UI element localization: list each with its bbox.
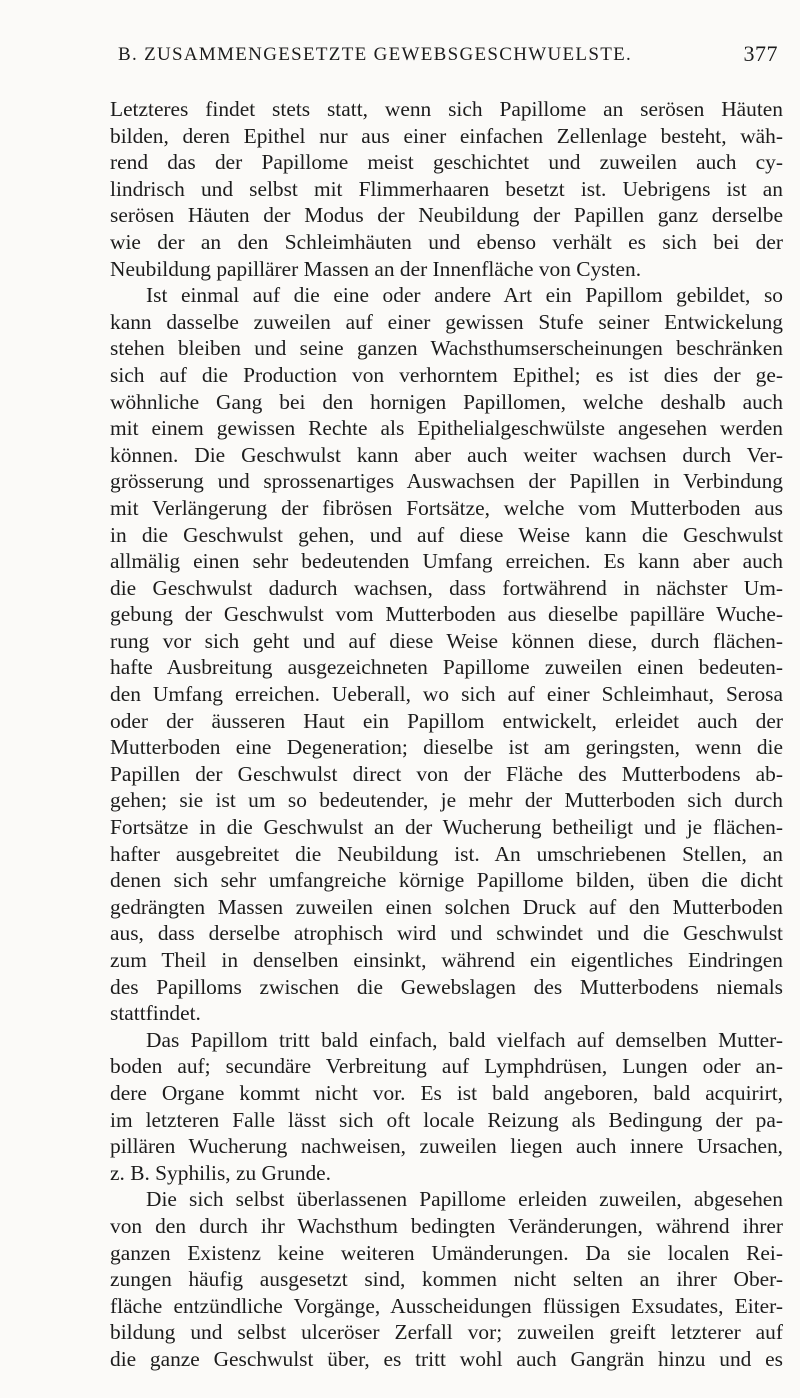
text-line: stattfindet. xyxy=(110,1001,201,1026)
text-line: bilden, deren Epithel nur aus einer einfachen Zellenlage besteht, wäh- xyxy=(110,123,783,148)
text-line: Die sich selbst überlassenen Papillome erleiden zuweilen, abgesehen xyxy=(146,1187,783,1212)
text-line: oder der äusseren Haut ein Papillom entwickelt, erleidet auch der xyxy=(110,708,783,733)
text-line: Neubildung papillärer Massen an der Innenfläche von Cysten. xyxy=(110,256,642,281)
text-line: gebung der Geschwulst vom Mutterboden aus dieselbe papilläre Wuche- xyxy=(110,602,783,627)
paragraph xyxy=(110,96,783,282)
text-line: fläche entzündliche Vorgänge, Ausscheidungen flüssigen Exsudates, Eiter- xyxy=(110,1293,783,1318)
text-line: die Geschwulst dadurch wachsen, dass fortwährend in nächster Um- xyxy=(110,575,783,600)
text-line: mit einem gewissen Rechte als Epithelialgeschwülste angesehen werden xyxy=(110,416,783,441)
text-line: zum Theil in denselben einsinkt, während ein eigentliches Eindringen xyxy=(110,948,783,972)
text-line: Papillen der Geschwulst direct von der Fläche des Mutterbodens ab- xyxy=(110,761,783,786)
text-line: können. Die Geschwulst kann aber auch weiter wachsen durch Ver- xyxy=(110,442,783,467)
paragraph xyxy=(110,282,783,1027)
text-line: dere Organe kommt nicht vor. Es ist bald angeboren, bald acquirirt, xyxy=(110,1080,783,1105)
text-line: boden auf; secundäre Verbreitung auf Lymphdrüsen, Lungen oder an- xyxy=(110,1054,783,1079)
text-line: wöhnliche Gang bei den hornigen Papillomen, welche deshalb auch xyxy=(110,389,783,414)
text-line: rend das der Papillome meist geschichtet und zuweilen auch cy- xyxy=(110,150,783,175)
page-number: 377 xyxy=(743,41,778,66)
text-line: serösen Häuten der Modus der Neubildung der Papillen ganz derselbe xyxy=(110,203,783,228)
text-line: aus, dass derselbe atrophisch wird und schwindet und die Geschwulst xyxy=(110,921,783,946)
text-line: sich auf die Production von verhorntem Epithel; es ist dies der ge- xyxy=(110,362,783,387)
running-head xyxy=(92,41,778,80)
text-line: ganzen Existenz keine weiteren Umänderungen. Da sie localen Rei- xyxy=(110,1240,783,1265)
text-line: gehen; sie ist um so bedeutender, je mehr der Mutterboden sich durch xyxy=(110,788,783,813)
running-title: B. ZUSAMMENGESETZTE GEWEBSGESCHWUELSTE. xyxy=(118,44,633,65)
text-line: Letzteres findet stets statt, wenn sich Papillome an serösen Häuten xyxy=(110,97,783,121)
text-line: zungen häufig ausgesetzt sind, kommen nicht selten an ihrer Ober- xyxy=(110,1267,783,1292)
text-line: des Papilloms zwischen die Gewebslagen des Mutterbodens niemals xyxy=(110,974,783,999)
text-line: hafte Ausbreitung ausgezeichneten Papillome zuweilen einen bedeuten- xyxy=(110,655,783,680)
text-line: Das Papillom tritt bald einfach, bald vielfach auf demselben Mutter- xyxy=(146,1027,783,1052)
text-line: gedrängten Massen zuweilen einen solchen Druck auf den Mutterboden xyxy=(110,894,783,919)
paragraph xyxy=(110,1027,783,1187)
text-line: im letzteren Falle lässt sich oft locale Reizung als Bedingung der pa- xyxy=(110,1107,783,1132)
text-line: in die Geschwulst gehen, und auf diese Weise kann die Geschwulst xyxy=(110,522,783,547)
text-line: kann dasselbe zuweilen auf einer gewissen Stufe seiner Entwickelung xyxy=(110,309,783,334)
text-line: bildung und selbst ulceröser Zerfall vor; zuweilen greift letzterer auf xyxy=(110,1320,783,1345)
text-line: die ganze Geschwulst über, es tritt wohl auch Gangrän hinzu und es xyxy=(110,1346,783,1371)
text-line: Mutterboden eine Degeneration; dieselbe ist am geringsten, wenn die xyxy=(110,735,783,760)
body-text xyxy=(110,96,783,1373)
text-line: grösserung und sprossenartiges Auswachsen der Papillen in Verbindung xyxy=(110,469,783,494)
text-line: Ist einmal auf die eine oder andere Art ein Papillom gebildet, so xyxy=(146,283,783,308)
text-line: von den durch ihr Wachsthum bedingten Veränderungen, während ihrer xyxy=(110,1213,783,1238)
text-line: Fortsätze in die Geschwulst an der Wucherung betheiligt und je flächen- xyxy=(110,815,783,840)
text-line: wie der an den Schleimhäuten und ebenso verhält es sich bei der xyxy=(110,229,783,254)
text-line: rung vor sich geht und auf diese Weise können diese, durch flächen- xyxy=(110,628,783,653)
text-line: den Umfang erreichen. Ueberall, wo sich auf einer Schleimhaut, Serosa xyxy=(110,682,783,707)
text-line: mit Verlängerung der fibrösen Fortsätze, welche vom Mutterboden aus xyxy=(110,495,783,520)
text-line: z. B. Syphilis, zu Grunde. xyxy=(110,1160,332,1185)
text-line: denen sich sehr umfangreiche körnige Papillome bilden, üben die dicht xyxy=(110,868,783,893)
text-line: pillären Wucherung nachweisen, zuweilen liegen auch innere Ursachen, xyxy=(110,1134,783,1159)
paragraph xyxy=(110,1186,783,1372)
text-line: hafter ausgebreitet die Neubildung ist. An umschriebenen Stellen, an xyxy=(110,841,783,866)
text-line: lindrisch und selbst mit Flimmerhaaren besetzt ist. Uebrigens ist an xyxy=(110,176,783,201)
text-line: allmälig einen sehr bedeutenden Umfang erreichen. Es kann aber auch xyxy=(110,549,783,574)
text-line: stehen bleiben und seine ganzen Wachsthumserscheinungen beschränken xyxy=(110,336,783,361)
